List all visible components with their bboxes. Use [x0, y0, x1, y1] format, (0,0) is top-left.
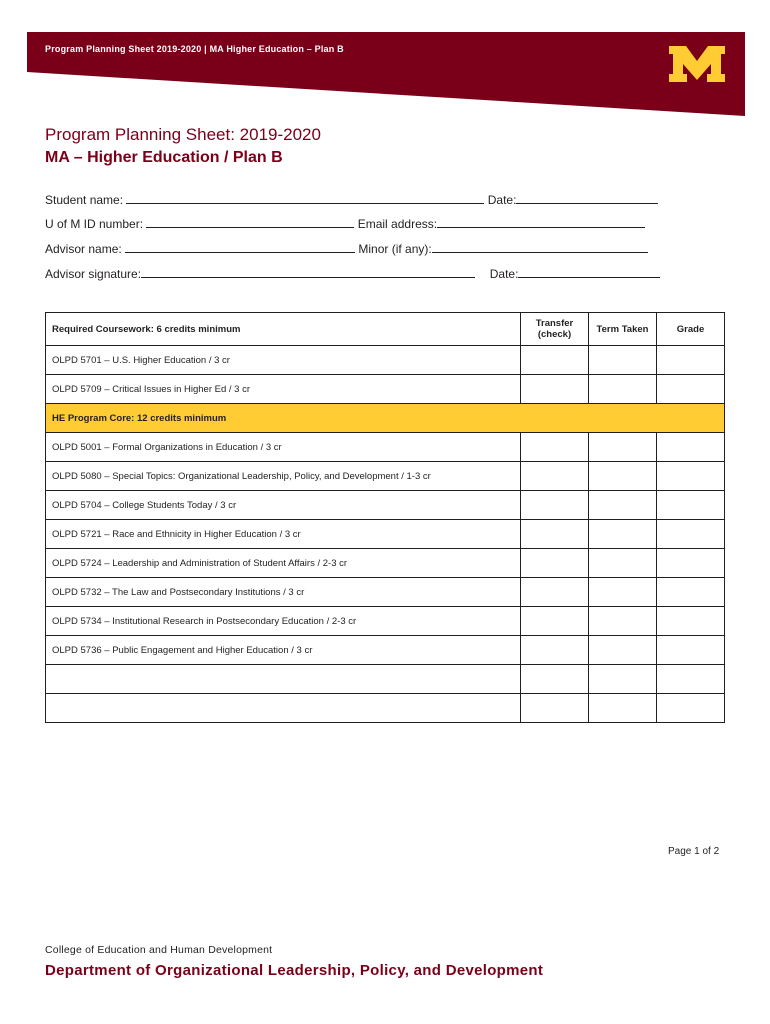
transfer-cell[interactable]: [521, 607, 589, 636]
section-header-row: [46, 404, 725, 433]
table-header-row: [46, 313, 725, 346]
signature-date-label: Date:: [489, 267, 519, 281]
umid-label: U of M ID number:: [45, 217, 144, 231]
email-field[interactable]: [437, 215, 645, 228]
required-coursework-header: Required Coursework: 6 credits minimum: [46, 313, 521, 346]
page-number: Page 1 of 2: [668, 846, 720, 857]
university-m-logo: [669, 46, 725, 82]
date-field[interactable]: [516, 191, 658, 204]
transfer-cell[interactable]: [521, 665, 589, 694]
table-row: [46, 433, 725, 462]
term-cell[interactable]: [589, 665, 657, 694]
term-header: Term Taken: [589, 313, 657, 346]
table-row: [46, 520, 725, 549]
umid-field[interactable]: [146, 215, 354, 228]
grade-cell[interactable]: [657, 491, 725, 520]
page-subtitle: MA – Higher Education / Plan B: [45, 149, 283, 166]
table-row: [46, 491, 725, 520]
table-row: [46, 665, 725, 694]
course-name[interactable]: [46, 665, 521, 694]
grade-cell[interactable]: [657, 607, 725, 636]
grade-cell[interactable]: [657, 636, 725, 665]
transfer-cell[interactable]: [521, 346, 589, 375]
term-cell[interactable]: [589, 636, 657, 665]
course-name: OLPD 5704 – College Students Today / 3 cr: [46, 491, 521, 520]
transfer-cell[interactable]: [521, 375, 589, 404]
term-cell[interactable]: [589, 433, 657, 462]
course-name: OLPD 5734 – Institutional Research in Postsecondary Education / 2-3 cr: [46, 607, 521, 636]
grade-cell[interactable]: [657, 694, 725, 723]
transfer-header: Transfer (check): [521, 313, 589, 346]
table-row: [46, 346, 725, 375]
transfer-cell[interactable]: [521, 520, 589, 549]
grade-cell[interactable]: [657, 375, 725, 404]
header-banner: [0, 0, 770, 120]
transfer-cell[interactable]: [521, 636, 589, 665]
course-name: OLPD 5080 – Special Topics: Organizational Leadership, Policy, and Development / 1-3 cr: [46, 462, 521, 491]
advisor-name-row: [45, 240, 648, 256]
advisor-name-label: Advisor name:: [45, 242, 122, 256]
grade-cell[interactable]: [657, 549, 725, 578]
advisor-signature-row: [45, 265, 660, 281]
program-core-header: HE Program Core: 12 credits minimum: [46, 404, 725, 433]
table-row: [46, 375, 725, 404]
course-name: OLPD 5732 – The Law and Postsecondary Institutions / 3 cr: [46, 578, 521, 607]
course-name: OLPD 5736 – Public Engagement and Higher Education / 3 cr: [46, 636, 521, 665]
transfer-cell[interactable]: [521, 462, 589, 491]
grade-cell[interactable]: [657, 462, 725, 491]
table-row: [46, 636, 725, 665]
page-title: Program Planning Sheet: 2019-2020: [45, 125, 321, 144]
header-banner-text: Program Planning Sheet 2019-2020 | MA Higher Education – Plan B: [45, 44, 344, 54]
term-cell[interactable]: [589, 607, 657, 636]
advisor-signature-field[interactable]: [141, 265, 475, 278]
course-name: OLPD 5001 – Formal Organizations in Education / 3 cr: [46, 433, 521, 462]
course-name: OLPD 5721 – Race and Ethnicity in Higher Education / 3 cr: [46, 520, 521, 549]
grade-cell[interactable]: [657, 520, 725, 549]
transfer-cell[interactable]: [521, 433, 589, 462]
advisor-signature-label: Advisor signature:: [45, 267, 142, 281]
table-row: [46, 578, 725, 607]
transfer-cell[interactable]: [521, 578, 589, 607]
term-cell[interactable]: [589, 520, 657, 549]
student-name-field[interactable]: [126, 191, 484, 204]
term-cell[interactable]: [589, 549, 657, 578]
term-cell[interactable]: [589, 491, 657, 520]
coursework-table: [45, 312, 725, 723]
email-label: Email address:: [357, 217, 438, 231]
grade-cell[interactable]: [657, 346, 725, 375]
table-row: [46, 549, 725, 578]
minor-field[interactable]: [432, 240, 648, 253]
course-name[interactable]: [46, 694, 521, 723]
grade-cell[interactable]: [657, 433, 725, 462]
term-cell[interactable]: [589, 346, 657, 375]
course-name: OLPD 5701 – U.S. Higher Education / 3 cr: [46, 346, 521, 375]
course-name: OLPD 5709 – Critical Issues in Higher Ed / 3 cr: [46, 375, 521, 404]
grade-header: Grade: [657, 313, 725, 346]
department-name: Department of Organizational Leadership, Policy, and Development: [45, 962, 544, 979]
advisor-name-field[interactable]: [125, 240, 355, 253]
umid-row: [45, 215, 645, 231]
student-name-label: Student name:: [45, 193, 124, 207]
table-row: [46, 607, 725, 636]
transfer-cell[interactable]: [521, 694, 589, 723]
student-name-row: [45, 191, 658, 207]
term-cell[interactable]: [589, 694, 657, 723]
course-name: OLPD 5724 – Leadership and Administration of Student Affairs / 2-3 cr: [46, 549, 521, 578]
table-row: [46, 462, 725, 491]
transfer-cell[interactable]: [521, 549, 589, 578]
transfer-cell[interactable]: [521, 491, 589, 520]
term-cell[interactable]: [589, 462, 657, 491]
minor-label: Minor (if any):: [358, 242, 432, 256]
signature-date-field[interactable]: [518, 265, 660, 278]
term-cell[interactable]: [589, 375, 657, 404]
term-cell[interactable]: [589, 578, 657, 607]
grade-cell[interactable]: [657, 578, 725, 607]
date-label: Date:: [487, 193, 517, 207]
college-name: College of Education and Human Development: [45, 944, 273, 956]
grade-cell[interactable]: [657, 665, 725, 694]
table-row: [46, 694, 725, 723]
